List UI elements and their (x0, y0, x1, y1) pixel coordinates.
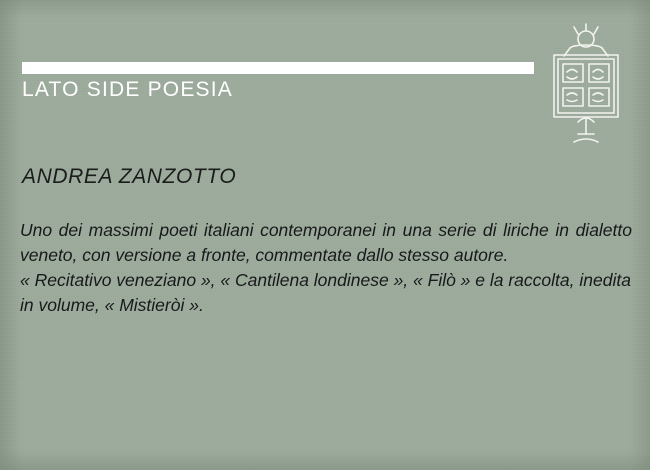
blurb-paragraph-1: Uno dei massimi poeti italiani contemporanei in una serie di liriche in dialetto veneto, con versione a fronte, commentate dallo stesso autore. (20, 220, 632, 266)
blurb-text (20, 218, 632, 318)
publisher-emblem-icon (540, 22, 632, 150)
series-label: LATO SIDE POESIA (22, 78, 233, 101)
author-name: ANDREA ZANZOTTO (22, 165, 237, 188)
header-rule (22, 62, 534, 74)
blurb-paragraph-2: « Recitativo veneziano », « Cantilena londinese », « Filò » e la raccolta, inedita in volume, « Mistieròi ». (20, 270, 631, 316)
